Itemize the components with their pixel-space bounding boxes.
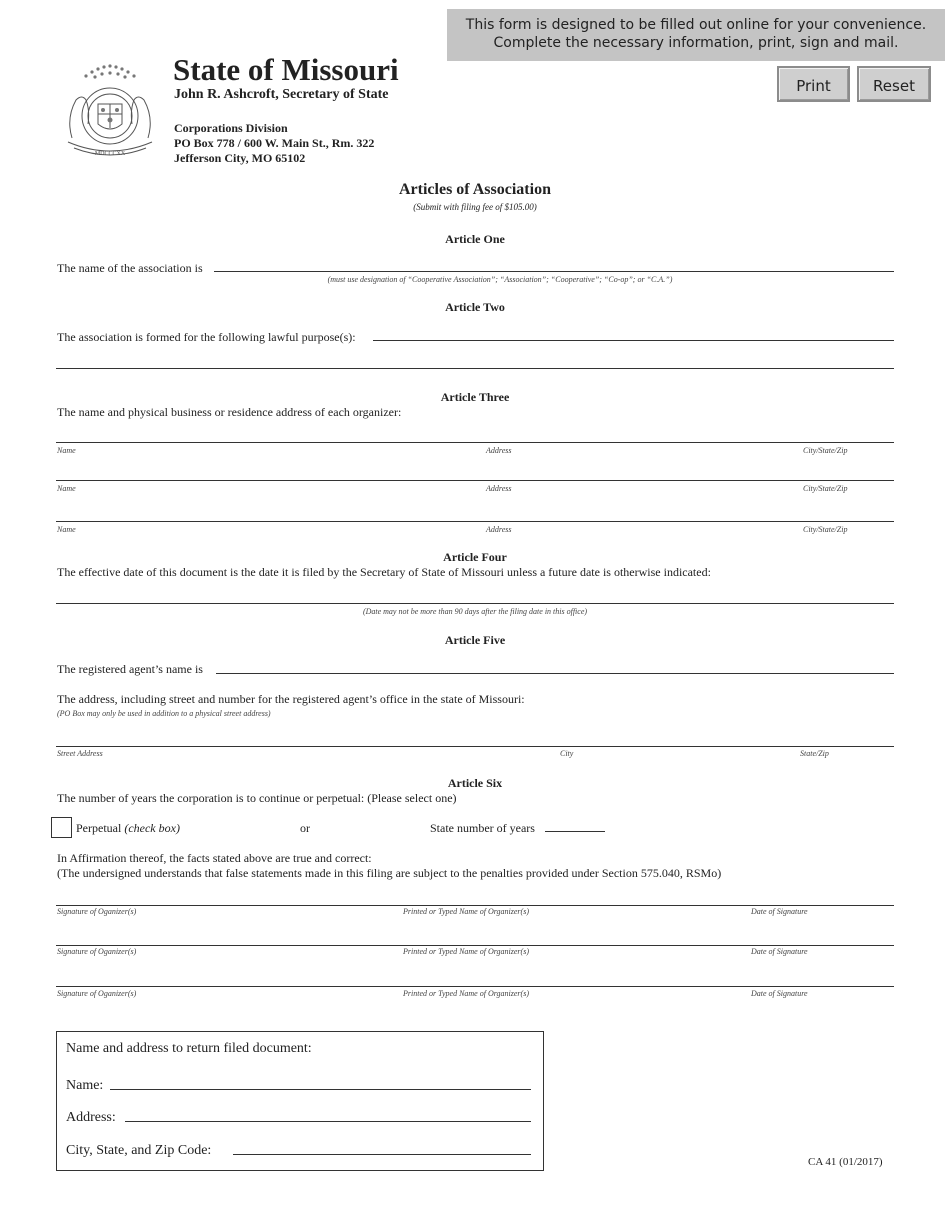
return-address-label: Address: xyxy=(66,1110,116,1125)
organizer-2-name-caption: Name xyxy=(57,484,76,493)
reset-button[interactable]: Reset xyxy=(857,66,931,102)
agent-state-caption: State/Zip xyxy=(800,749,829,758)
purpose-field-line-1[interactable] xyxy=(373,340,894,341)
years-field[interactable] xyxy=(545,831,605,832)
printed-name-3-caption: Printed or Typed Name of Organizer(s) xyxy=(403,989,529,998)
signature-2-field[interactable] xyxy=(56,945,894,946)
return-box-title: Name and address to return filed document: xyxy=(66,1041,312,1056)
purpose-field-line-2[interactable] xyxy=(56,368,894,369)
seal-year: MDCCCXX xyxy=(94,151,126,157)
organizer-1-city-caption: City/State/Zip xyxy=(803,446,848,455)
organizer-1-address-caption: Address xyxy=(486,446,512,455)
printed-name-1-caption: Printed or Typed Name of Organizer(s) xyxy=(403,907,529,916)
notice-line-2: Complete the necessary information, print, sign and mail. xyxy=(493,35,899,51)
association-name-label: The name of the association is xyxy=(57,261,203,275)
organizer-label: The name and physical business or residence address of each organizer: xyxy=(57,405,402,419)
fee-note: (Submit with filing fee of $105.00) xyxy=(413,202,537,212)
organizer-2-address-caption: Address xyxy=(486,484,512,493)
secretary-name: John R. Ashcroft, Secretary of State xyxy=(174,87,389,102)
article-five-heading: Article Five xyxy=(444,633,506,647)
street-address-caption: Street Address xyxy=(57,749,103,758)
form-title: Articles of Association xyxy=(399,181,551,198)
effective-date-field[interactable] xyxy=(56,603,894,604)
registered-agent-field[interactable] xyxy=(216,673,894,674)
return-city-field[interactable] xyxy=(233,1154,531,1155)
form-id: CA 41 (01/2017) xyxy=(808,1156,883,1168)
organizer-1-field[interactable] xyxy=(56,442,894,443)
notice-line-1: This form is designed to be filled out online for your convenience. xyxy=(465,17,927,33)
effective-date-label: The effective date of this document is the date it is filed by the Secretary of State of Missouri unless a future date is otherwise indicated: xyxy=(57,565,711,579)
date-1-caption: Date of Signature xyxy=(751,907,808,916)
association-name-field[interactable] xyxy=(214,271,894,272)
perpetual-label xyxy=(76,821,180,836)
return-name-field[interactable] xyxy=(110,1089,531,1090)
organizer-3-address-caption: Address xyxy=(486,525,512,534)
print-button[interactable]: Print xyxy=(777,66,850,102)
division-address-2: Jefferson City, MO 65102 xyxy=(174,151,306,165)
agent-city-caption: City xyxy=(560,749,574,758)
organizer-2-city-caption: City/State/Zip xyxy=(803,484,848,493)
article-one-heading: Article One xyxy=(445,232,505,246)
state-title: State of Missouri xyxy=(173,52,399,87)
division-address-1: PO Box 778 / 600 W. Main St., Rm. 322 xyxy=(174,136,375,150)
return-name-label: Name: xyxy=(66,1078,104,1093)
perpetual-checkbox[interactable] xyxy=(51,817,72,838)
organizer-2-field[interactable] xyxy=(56,480,894,481)
article-six-heading: Article Six xyxy=(447,776,503,790)
perpetual-text: Perpetual xyxy=(76,821,122,835)
return-address-box xyxy=(56,1031,544,1171)
signature-3-field[interactable] xyxy=(56,986,894,987)
organizer-3-field[interactable] xyxy=(56,521,894,522)
article-three-heading: Article Three xyxy=(440,390,510,404)
article-two-heading: Article Two xyxy=(445,300,505,314)
organizer-3-name-caption: Name xyxy=(57,525,76,534)
state-seal-icon xyxy=(58,60,162,164)
return-address-field[interactable] xyxy=(125,1121,531,1122)
affirmation-text: In Affirmation thereof, the facts stated above are true and correct: xyxy=(57,851,372,865)
effective-date-note: (Date may not be more than 90 days after the filing date in this office) xyxy=(362,607,588,616)
check-box-hint: (check box) xyxy=(124,821,180,835)
return-city-label: City, State, and Zip Code: xyxy=(66,1143,212,1158)
signature-3-caption: Signature of Oganizer(s) xyxy=(57,989,137,998)
organizer-1-name-caption: Name xyxy=(57,446,76,455)
online-form-notice xyxy=(447,9,945,61)
agent-address-label: The address, including street and number for the registered agent’s office in the state of Missouri: xyxy=(57,692,525,706)
designation-note: (must use designation of “Cooperative Association”; “Association”; “Cooperative”; “Co-op”; or “C.A.”) xyxy=(327,275,673,284)
signature-1-field[interactable] xyxy=(56,905,894,906)
agent-address-note: (PO Box may only be used in addition to a physical street address) xyxy=(57,709,271,718)
or-text: or xyxy=(300,821,310,835)
division-name: Corporations Division xyxy=(174,121,288,135)
date-2-caption: Date of Signature xyxy=(751,947,808,956)
printed-name-2-caption: Printed or Typed Name of Organizer(s) xyxy=(403,947,529,956)
penalty-text: (The undersigned understands that false statements made in this filing are subject to the penalties provided under Section 575.040, RSMo) xyxy=(57,866,722,880)
article-four-heading: Article Four xyxy=(443,550,507,564)
agent-address-field[interactable] xyxy=(56,746,894,747)
signature-2-caption: Signature of Oganizer(s) xyxy=(57,947,137,956)
registered-agent-label: The registered agent’s name is xyxy=(57,662,203,676)
date-3-caption: Date of Signature xyxy=(751,989,808,998)
organizer-3-city-caption: City/State/Zip xyxy=(803,525,848,534)
purpose-label: The association is formed for the following lawful purpose(s): xyxy=(57,330,356,344)
years-label: State number of years xyxy=(430,821,535,835)
signature-1-caption: Signature of Oganizer(s) xyxy=(57,907,137,916)
duration-label: The number of years the corporation is to continue or perpetual: (Please select one) xyxy=(57,791,457,805)
